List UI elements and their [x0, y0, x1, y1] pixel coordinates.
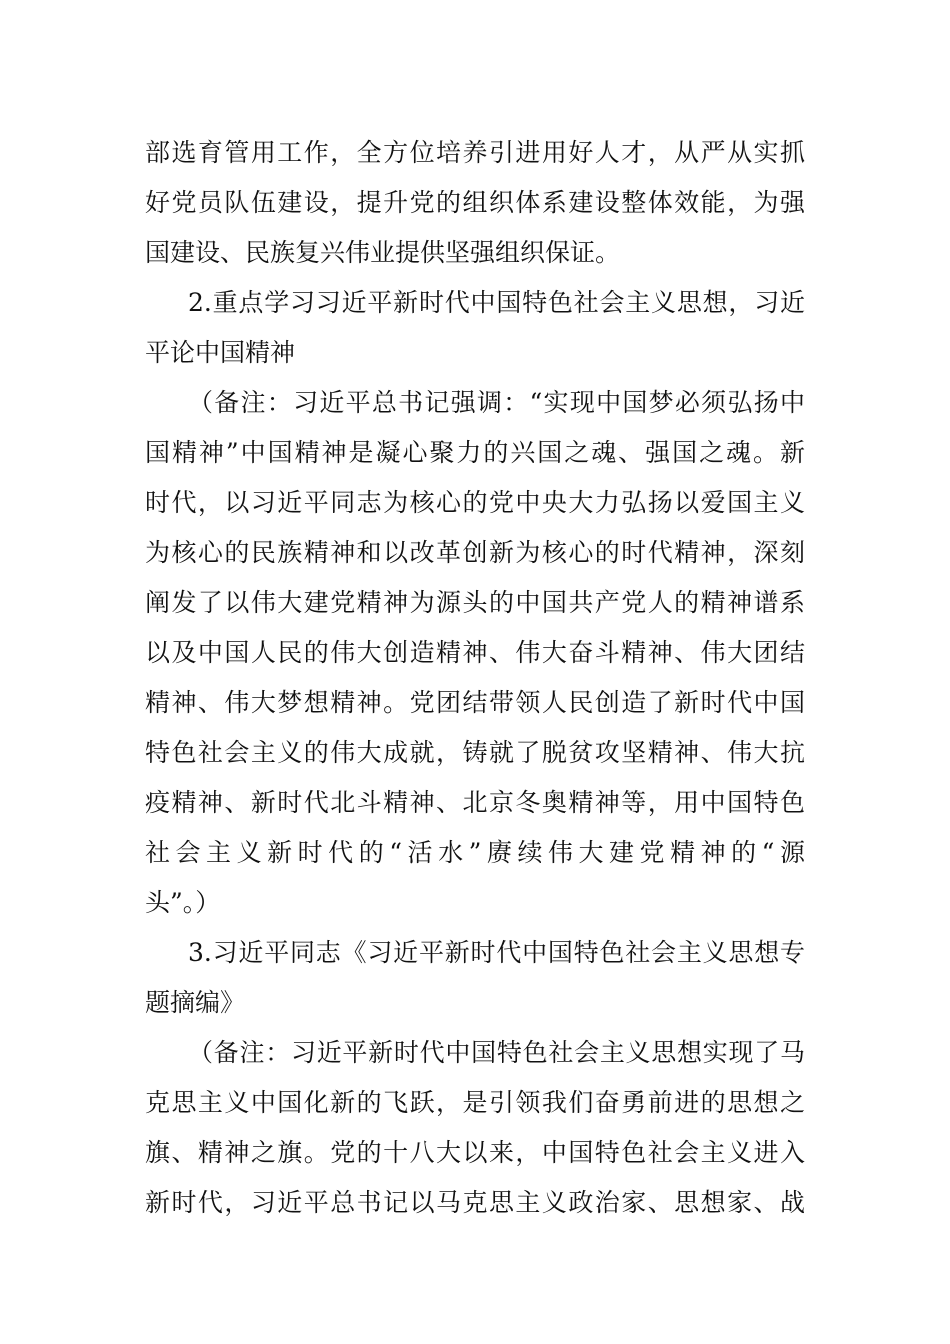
note-text-line: 时代，以习近平同志为核心的党中央大力弘扬以爱国主义 — [145, 488, 805, 517]
note-text-line: 精神、伟大梦想精神。党团结带领人民创造了新时代中国 — [145, 688, 805, 717]
note-text-line: 疫精神、新时代北斗精神、北京冬奥精神等，用中国特色 — [145, 788, 805, 817]
note-text-line: 阐发了以伟大建党精神为源头的中国共产党人的精神谱系 — [145, 588, 805, 617]
note-text-line: 为核心的民族精神和以改革创新为核心的时代精神，深刻 — [145, 538, 805, 567]
note-text-line: 旗、精神之旗。党的十八大以来，中国特色社会主义进入 — [145, 1138, 805, 1167]
body-text-line: 部选育管用工作，全方位培养引进用好人才，从严从实抓 — [145, 138, 805, 167]
note-text-line: （备注：习近平新时代中国特色社会主义思想实现了马 — [188, 1038, 805, 1067]
list-item-heading: 2.重点学习习近平新时代中国特色社会主义思想，习近 — [188, 288, 805, 317]
note-text-line: 以及中国人民的伟大创造精神、伟大奋斗精神、伟大团结 — [145, 638, 805, 667]
note-text-line: 新时代，习近平总书记以马克思主义政治家、思想家、战 — [145, 1188, 805, 1217]
note-text-line: 国精神”中国精神是凝心聚力的兴国之魂、强国之魂。新 — [145, 438, 805, 467]
list-item-heading: 平论中国精神 — [145, 338, 296, 367]
body-text-line: 国建设、民族复兴伟业提供坚强组织保证。 — [145, 238, 621, 267]
note-text-line: （备注：习近平总书记强调：“实现中国梦必须弘扬中 — [188, 388, 805, 417]
note-text-line: 头”。） — [145, 888, 221, 917]
note-text-line: 社会主义新时代的“活水”赓续伟大建党精神的“源 — [145, 838, 805, 867]
note-text-line: 特色社会主义的伟大成就，铸就了脱贫攻坚精神、伟大抗 — [145, 738, 805, 767]
list-item-heading: 3.习近平同志《习近平新时代中国特色社会主义思想专 — [188, 938, 805, 967]
note-text-line: 克思主义中国化新的飞跃，是引领我们奋勇前进的思想之 — [145, 1088, 805, 1117]
body-text-line: 好党员队伍建设，提升党的组织体系建设整体效能，为强 — [145, 188, 805, 217]
list-item-heading: 题摘编》 — [145, 988, 246, 1017]
